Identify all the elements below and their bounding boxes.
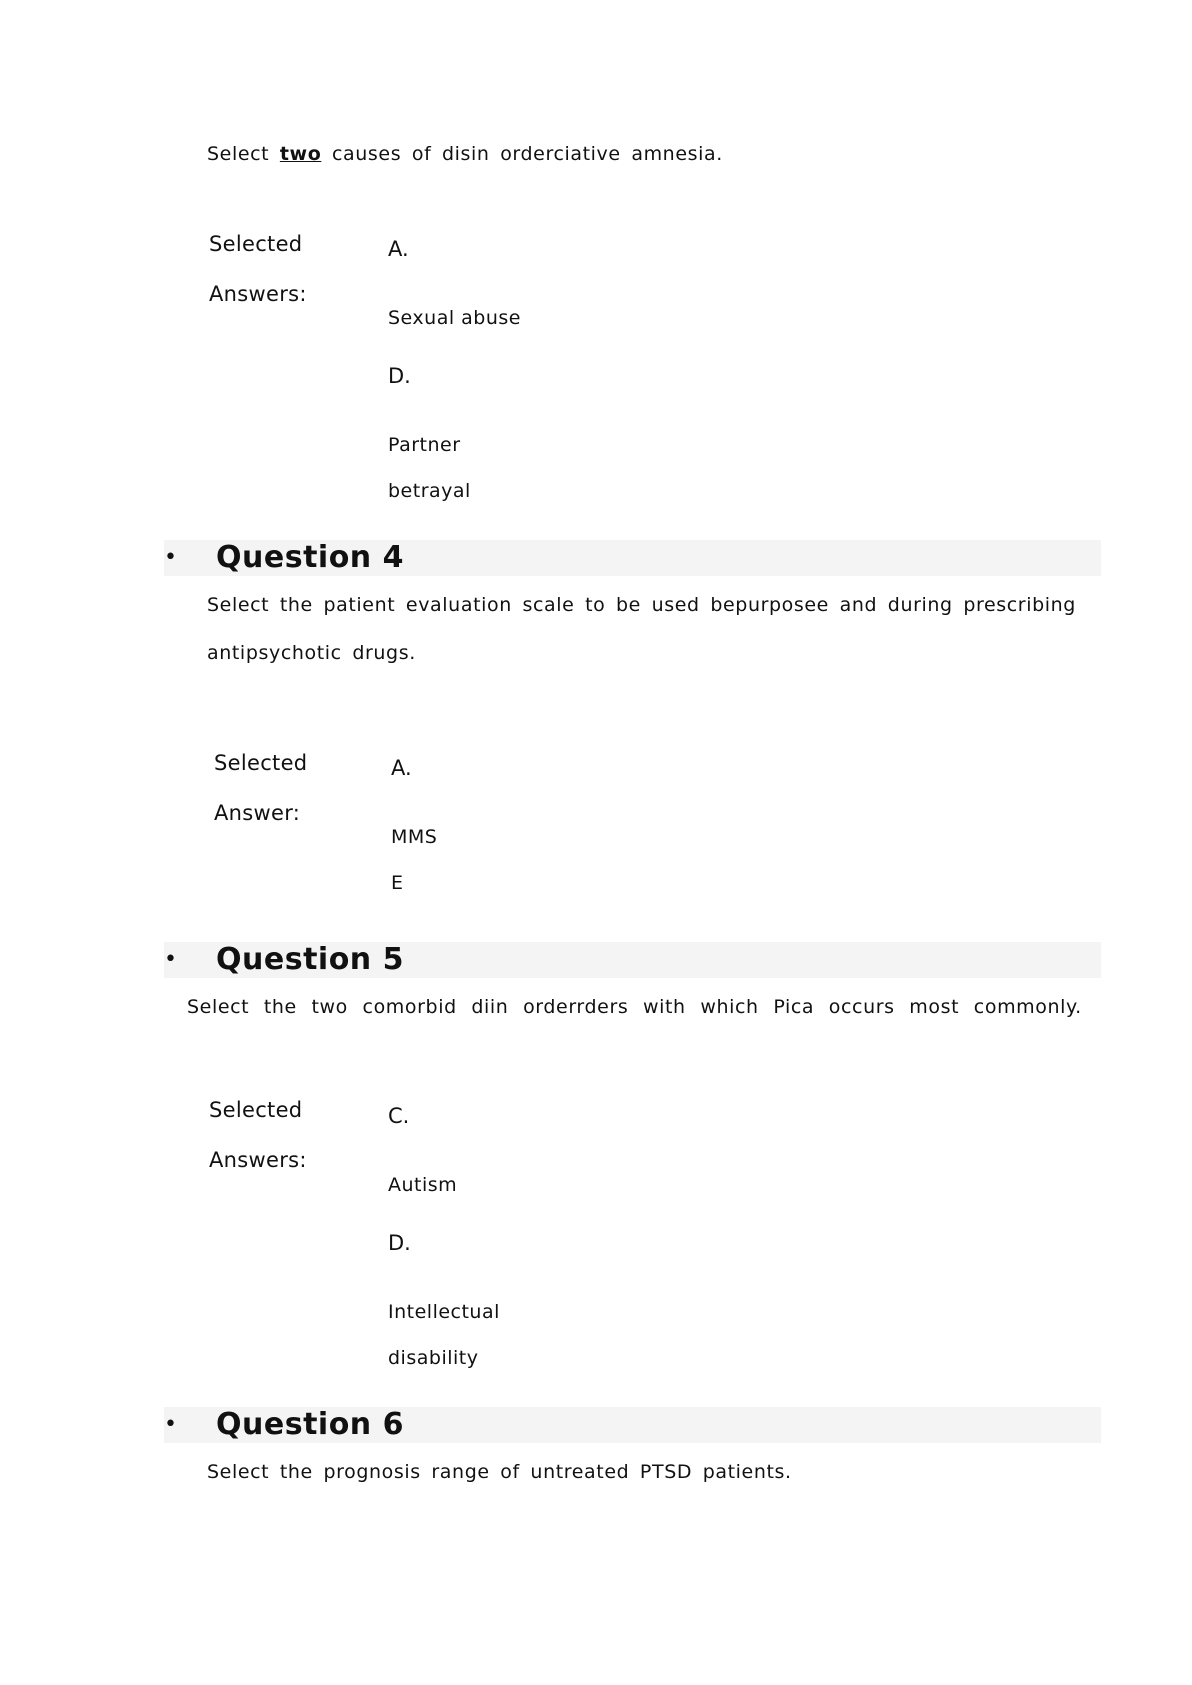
answer-letter: A. — [388, 237, 409, 261]
bullet: • — [164, 947, 177, 972]
question-4-prompt: Select the patient evaluation scale to be used bepurposee and during prescribing — [207, 594, 1076, 616]
question-4-title: Question 4 — [216, 540, 404, 575]
answer-letter: C. — [388, 1104, 410, 1128]
answer-text: disability — [388, 1347, 479, 1369]
answer-text: Partner — [388, 434, 461, 456]
answer-text: Intellectual — [388, 1301, 500, 1323]
prompt-text-pre: Select — [207, 143, 280, 165]
selected-answers-label-line2: Answers: — [209, 282, 307, 306]
question-6-prompt: Select the prognosis range of untreated PTSD patients. — [207, 1461, 792, 1483]
question-5-prompt: Select the two comorbid diin orderrders with which Pica occurs most commonly. — [187, 996, 1082, 1018]
question-6-title: Question 6 — [216, 1407, 404, 1442]
prompt-text-post: causes of disin orderciative amnesia. — [321, 143, 723, 165]
selected-answer-label: Selected — [214, 751, 308, 775]
answer-letter: A. — [391, 756, 412, 780]
selected-answers-label: Selected — [209, 1098, 303, 1122]
bullet: • — [164, 545, 177, 570]
answer-text: Sexual abuse — [388, 307, 521, 329]
question-4-prompt-line2: antipsychotic drugs. — [207, 642, 416, 664]
answer-letter: D. — [388, 1231, 411, 1255]
selected-answer-label-line2: Answer: — [214, 801, 301, 825]
answer-text: E — [391, 872, 404, 894]
answer-text: betrayal — [388, 480, 471, 502]
selected-answers-label: Selected — [209, 232, 303, 256]
question-5-title: Question 5 — [216, 942, 404, 977]
answer-letter: D. — [388, 364, 411, 388]
answer-text: MMS — [391, 826, 438, 848]
selected-answers-label-line2: Answers: — [209, 1148, 307, 1172]
answer-text: Autism — [388, 1174, 458, 1196]
question-3-prompt — [207, 143, 723, 165]
bullet: • — [164, 1412, 177, 1437]
prompt-emphasis: two — [279, 143, 322, 165]
